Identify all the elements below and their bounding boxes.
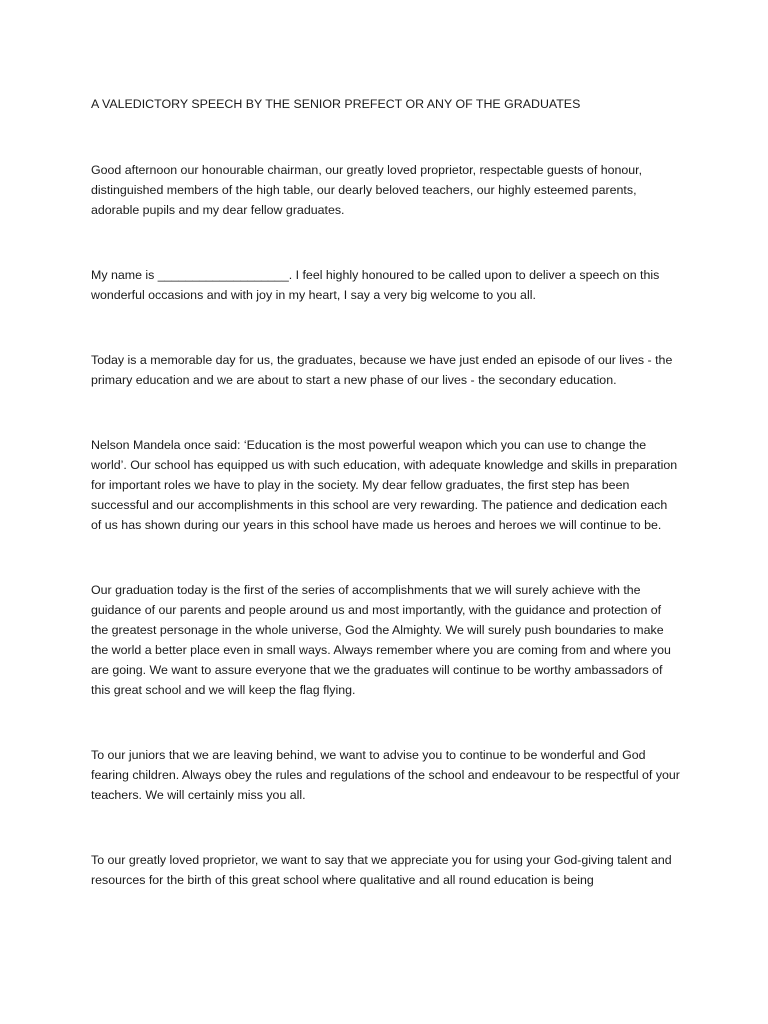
document-page xyxy=(91,94,681,890)
paragraph-proprietor: To our greatly loved proprietor, we want to say that we appreciate you for using your God-giving talent and resources for the birth of this great school where qualitative and all round education is being xyxy=(91,853,672,887)
spacer xyxy=(91,535,681,580)
paragraph-juniors: To our juniors that we are leaving behind, we want to advise you to continue to be wonderful and God fearing children. Always obey the rules and regulations of the school and endeavour to be respectful of your teachers. We will certainly miss you all. xyxy=(91,748,680,802)
spacer xyxy=(91,220,681,265)
paragraph-greeting: Good afternoon our honourable chairman, our greatly loved proprietor, respectable guests of honour, distinguished members of the high table, our dearly beloved teachers, our highly esteemed parents, adorable pupils and my dear fellow graduates. xyxy=(91,163,643,217)
paragraph-memorable-day: Today is a memorable day for us, the graduates, because we have just ended an episode of our lives - the primary education and we are about to start a new phase of our lives - the secondary education. xyxy=(91,353,673,387)
spacer xyxy=(91,390,681,435)
spacer xyxy=(91,700,681,745)
spacer xyxy=(91,805,681,850)
paragraph-introduction: My name is ___________________. I feel highly honoured to be called upon to deliver a speech on this wonderful occasions and with joy in my heart, I say a very big welcome to you all. xyxy=(91,268,660,302)
spacer xyxy=(91,305,681,350)
paragraph-mandela-quote: Nelson Mandela once said: ‘Education is the most powerful weapon which you can use to change the world’. Our school has equipped us with such education, with adequate knowledge and skills in preparation for important roles we have to play in the society. My dear fellow graduates, the first step has been successful and our accomplishments in this school are very rewarding. The patience and dedication each of us has shown during our years in this school have made us heroes and heroes we will continue to be. xyxy=(91,438,678,532)
spacer xyxy=(91,114,681,160)
document-title: A VALEDICTORY SPEECH BY THE SENIOR PREFECT OR ANY OF THE GRADUATES xyxy=(91,97,581,111)
paragraph-graduation: Our graduation today is the first of the series of accomplishments that we will surely achieve with the guidance of our parents and people around us and most importantly, with the guidance and protection of the greatest personage in the whole universe, God the Almighty. We will surely push boundaries to make the world a better place even in small ways. Always remember where you are coming from and where you are going. We want to assure everyone that we the graduates will continue to be worthy ambassadors of this great school and we will keep the flag flying. xyxy=(91,583,671,697)
